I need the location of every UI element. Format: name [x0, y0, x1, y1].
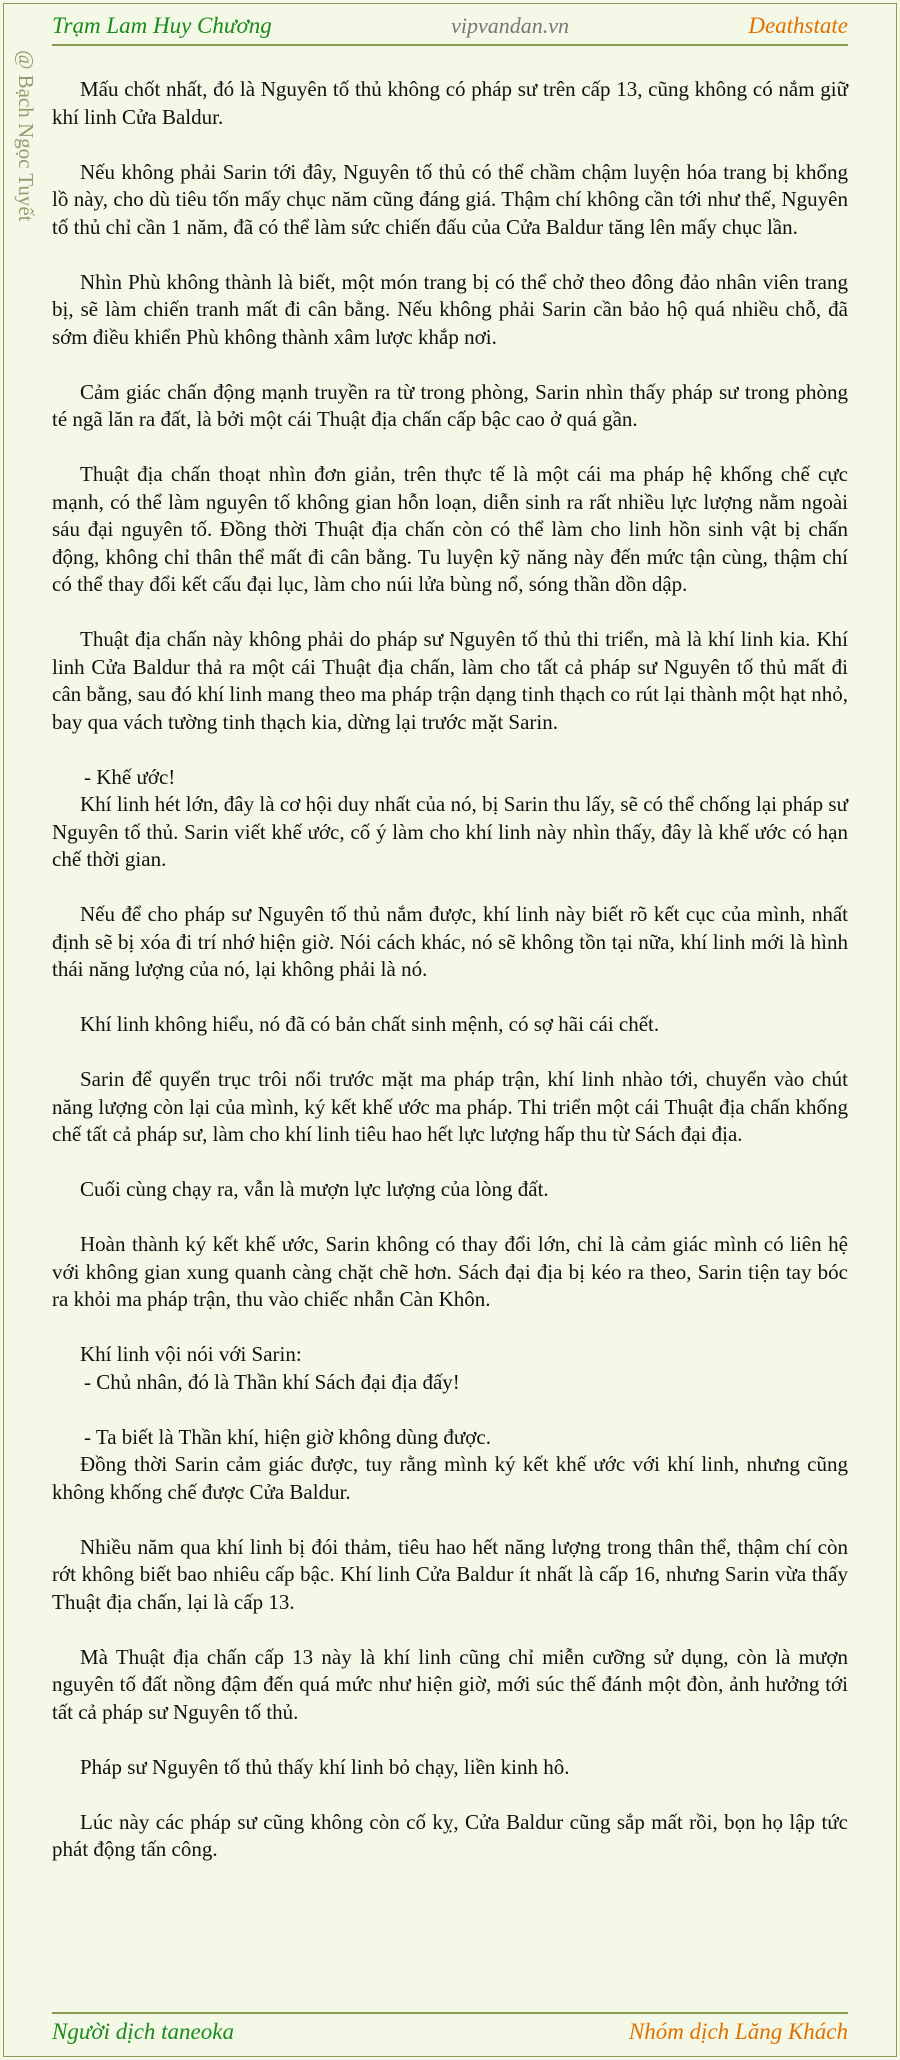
header-divider — [52, 44, 848, 46]
page-footer — [52, 2016, 848, 2048]
paragraph: Nếu để cho pháp sư Nguyên tố thủ nắm được, khí linh này biết rõ kết cục của mình, nhất định sẽ bị xóa đi trí nhớ hiện giờ. Nói cách khác, nó sẽ không tồn tại nữa, khí linh mới là hình thái năng lượng của nó, lại không phải là nó. — [52, 902, 848, 981]
paragraph: Pháp sư Nguyên tố thủ thấy khí linh bỏ chạy, liền kinh hô. — [80, 1754, 570, 1779]
chapter-body — [52, 76, 848, 1891]
paragraph: Thuật địa chấn này không phải do pháp sư Nguyên tố thủ thi triển, mà là khí linh kia. Khí linh Cửa Baldur thả ra một cái Thuật địa chấn, làm cho tất cả pháp sư Nguyên tố thủ mất đi cân bằng, sau đó khí linh mang theo ma pháp trận dạng tinh thạch co rút lại thành một hạt nhỏ, bay qua vách tường tinh thạch kia, dừng lại trước mặt Sarin. — [52, 627, 848, 734]
footer-divider — [52, 2012, 848, 2014]
paragraph: Nếu không phải Sarin tới đây, Nguyên tố thủ có thể chầm chậm luyện hóa trang bị khổng lồ này, cho dù tiêu tốn mấy chục năm cũng đáng giá. Thậm chí không cần tới như thế, Nguyên tố thủ chỉ cần 1 năm, đã có thể làm sức chiến đấu của Cửa Baldur tăng lên mấy chục lần. — [52, 159, 848, 239]
paragraph: Cảm giác chấn động mạnh truyền ra từ trong phòng, Sarin nhìn thấy pháp sư trong phòng té ngã lăn ra đất, là bởi một cái Thuật địa chấn cấp bậc cao ở quá gần. — [52, 379, 848, 431]
paragraph: Hoàn thành ký kết khế ước, Sarin không có thay đổi lớn, chỉ là cảm giác mình có liên hệ với không gian xung quanh càng chặt chẽ hơn. Sách đại địa bị kéo ra theo, Sarin tiện tay bóc ra khỏi ma pháp trận, thu vào chiếc nhẫn Càn Khôn. — [52, 1232, 848, 1311]
header-site-name: Trạm Lam Huy Chương — [52, 13, 272, 38]
footer-translator: Người dịch taneoka — [52, 2019, 234, 2044]
paragraph: Khí linh hét lớn, đây là cơ hội duy nhất của nó, bị Sarin thu lấy, sẽ có thể chống lại pháp sư Nguyên tố thủ. Sarin viết khế ước, cố ý làm cho khí linh này nhìn thấy, đây là khế ước có hạn chế thời gian. — [52, 792, 848, 871]
paragraph: Khí linh không hiểu, nó đã có bản chất sinh mệnh, có sợ hãi cái chết. — [80, 1012, 660, 1036]
footer-group: Nhóm dịch Lăng Khách — [628, 2019, 848, 2044]
page-header — [52, 8, 848, 44]
paragraph: Đồng thời Sarin cảm giác được, tuy rằng mình ký kết khế ước với khí linh, nhưng cũng không khống chế được Cửa Baldur. — [52, 1452, 848, 1504]
paragraph: Mà Thuật địa chấn cấp 13 này là khí linh cũng chỉ miễn cưỡng sử dụng, còn là mượn nguyên tố đất nồng đậm đến quá mức như hiện giờ, mới súc thế đánh một đòn, ảnh hưởng tới tất cả pháp sư Nguyên tố thủ. — [52, 1644, 848, 1724]
dialogue-line: - Chủ nhân, đó là Thần khí Sách đại địa đấy! — [84, 1369, 460, 1394]
paragraph: Mấu chốt nhất, đó là Nguyên tố thủ không có pháp sư trên cấp 13, cũng không có nắm giữ khí linh Cửa Baldur. — [52, 77, 848, 129]
paragraph: Lúc này các pháp sư cũng không còn cố kỵ, Cửa Baldur cũng sắp mất rồi, bọn họ lập tức phát động tấn công. — [52, 1809, 848, 1861]
header-site-url: vipvandan.vn — [451, 13, 569, 38]
paragraph: Cuối cùng chạy ra, vẫn là mượn lực lượng của lòng đất. — [80, 1177, 549, 1201]
header-author: Deathstate — [748, 13, 848, 38]
dialogue-line: - Ta biết là Thần khí, hiện giờ không dùng được. — [84, 1424, 491, 1449]
paragraph: Nhiều năm qua khí linh bị đói thảm, tiêu hao hết năng lượng trong thân thể, thậm chí còn rớt không biết bao nhiêu cấp bậc. Khí linh Cửa Baldur ít nhất là cấp 16, nhưng Sarin vừa thấy Thuật địa chấn, lại là cấp 13. — [52, 1534, 848, 1614]
dialogue-line: - Khế ước! — [84, 764, 176, 789]
paragraph: Sarin để quyển trục trôi nổi trước mặt ma pháp trận, khí linh nhào tới, chuyển vào chút năng lượng còn lại của mình, ký kết khế ước ma pháp. Thi triển một cái Thuật địa chấn khống chế tất cả pháp sư, làm cho khí linh tiêu hao hết lực lượng hấp thu từ Sách đại địa. — [52, 1067, 848, 1146]
paragraph: Nhìn Phù không thành là biết, một món trang bị có thể chở theo đông đảo nhân viên trang bị, sẽ làm chiến tranh mất đi cân bằng. Nếu không phải Sarin cần bảo hộ quá nhiều chỗ, đã sớm điều khiển Phù không thành xâm lược khắp nơi. — [52, 269, 848, 349]
side-watermark — [10, 50, 40, 260]
paragraph: Thuật địa chấn thoạt nhìn đơn giản, trên thực tế là một cái ma pháp hệ khống chế cực mạnh, có thể làm nguyên tố không gian hỗn loạn, diễn sinh ra rất nhiều lực lượng nằm ngoài sáu đại nguyên tố. Đồng thời Thuật địa chấn còn có thể làm cho linh hồn sinh vật bị chấn động, không chỉ thân thể mất đi cân bằng. Tu luyện kỹ năng này đến mức tận cùng, thậm chí có thể thay đổi kết cấu đại lục, làm cho núi lửa bùng nổ, sóng thần dồn dập. — [52, 462, 848, 596]
side-watermark-text: @ Bạch Ngọc Tuyết — [14, 50, 38, 222]
paragraph: Khí linh vội nói với Sarin: — [80, 1342, 302, 1366]
